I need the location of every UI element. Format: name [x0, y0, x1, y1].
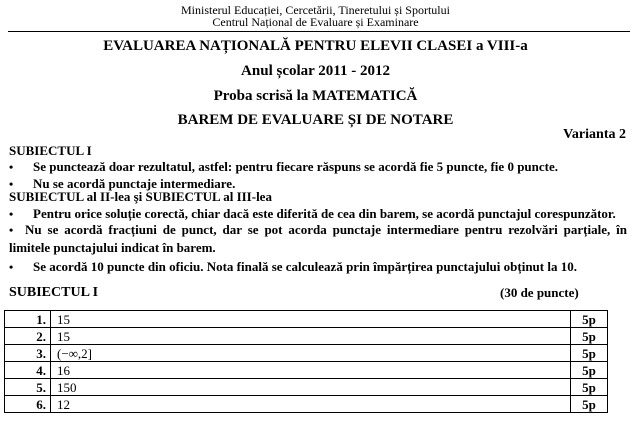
item-answer: 15 — [51, 328, 571, 345]
item-number: 5. — [5, 379, 51, 396]
bullet-text: Pentru orice soluție corectă, chiar dacă este diferită de cea din barem, se acordă punctajul corespunzător. — [33, 206, 616, 221]
center-name: Centrul Național de Evaluare și Examinare — [212, 15, 419, 29]
item-answer: 150 — [51, 379, 571, 396]
subject1-heading: SUBIECTUL I — [9, 143, 92, 158]
table-row — [5, 379, 608, 396]
table-row — [5, 311, 608, 328]
final-bullet — [9, 259, 577, 275]
subject23-bullet-1 — [9, 206, 616, 222]
item-number: 3. — [5, 345, 51, 362]
item-points: 5p — [571, 379, 608, 396]
bullet-text: Nu se acordă punctaje intermediare. — [33, 176, 236, 191]
subject23-bullet-2 — [9, 221, 627, 256]
item-answer: 16 — [51, 362, 571, 379]
answers-table — [4, 310, 608, 413]
item-points: 5p — [571, 362, 608, 379]
ministry-name: Ministerul Educației, Cercetării, Tineretului și Sportului — [181, 3, 450, 17]
table-row — [5, 328, 608, 345]
subject23-heading: SUBIECTUL al II-lea şi SUBIECTUL al III-lea — [9, 189, 272, 204]
table-row — [5, 362, 608, 379]
exam-title: EVALUAREA NAȚIONALĂ PENTRU ELEVII CLASEI a VIII-a — [103, 38, 528, 54]
subject1-bullet-1 — [9, 159, 558, 175]
school-year: Anul școlar 2011 - 2012 — [241, 63, 390, 79]
bullet-icon: • — [9, 177, 14, 191]
bullet-icon: • — [9, 260, 14, 274]
bullet-icon: • — [9, 160, 14, 174]
item-answer: 12 — [51, 396, 571, 413]
subject-title: Proba scrisă la MATEMATICĂ — [213, 88, 418, 104]
item-answer: 15 — [51, 311, 571, 328]
header-divider — [8, 31, 630, 32]
item-number: 6. — [5, 396, 51, 413]
variant-label: Varianta 2 — [563, 127, 626, 142]
bullet-text: Se acordă 10 puncte din oficiu. Nota finală se calculează prin împărțirea punctajului obținut la 10. — [33, 259, 577, 274]
item-points: 5p — [571, 311, 608, 328]
section-points: (30 de puncte) — [500, 285, 579, 300]
bullet-text: Nu se acordă fracțiuni de punct, dar se pot acorda punctaje intermediare pentru rezolvări parțiale, în limitele punctajului indicat în barem. — [9, 222, 627, 255]
item-answer: (−∞,2] — [51, 345, 571, 362]
bullet-icon: • — [9, 207, 14, 221]
section-heading: SUBIECTUL I — [9, 285, 99, 300]
bullet-text: Se punctează doar rezultatul, astfel: pentru fiecare răspuns se acordă fie 5 puncte, fie 0 puncte. — [33, 159, 559, 174]
document-title: BAREM DE EVALUARE ȘI DE NOTARE — [177, 112, 454, 128]
item-number: 4. — [5, 362, 51, 379]
item-number: 1. — [5, 311, 51, 328]
item-points: 5p — [571, 345, 608, 362]
item-number: 2. — [5, 328, 51, 345]
table-row — [5, 396, 608, 413]
item-points: 5p — [571, 396, 608, 413]
bullet-icon: • — [9, 223, 14, 237]
item-points: 5p — [571, 328, 608, 345]
table-row — [5, 345, 608, 362]
